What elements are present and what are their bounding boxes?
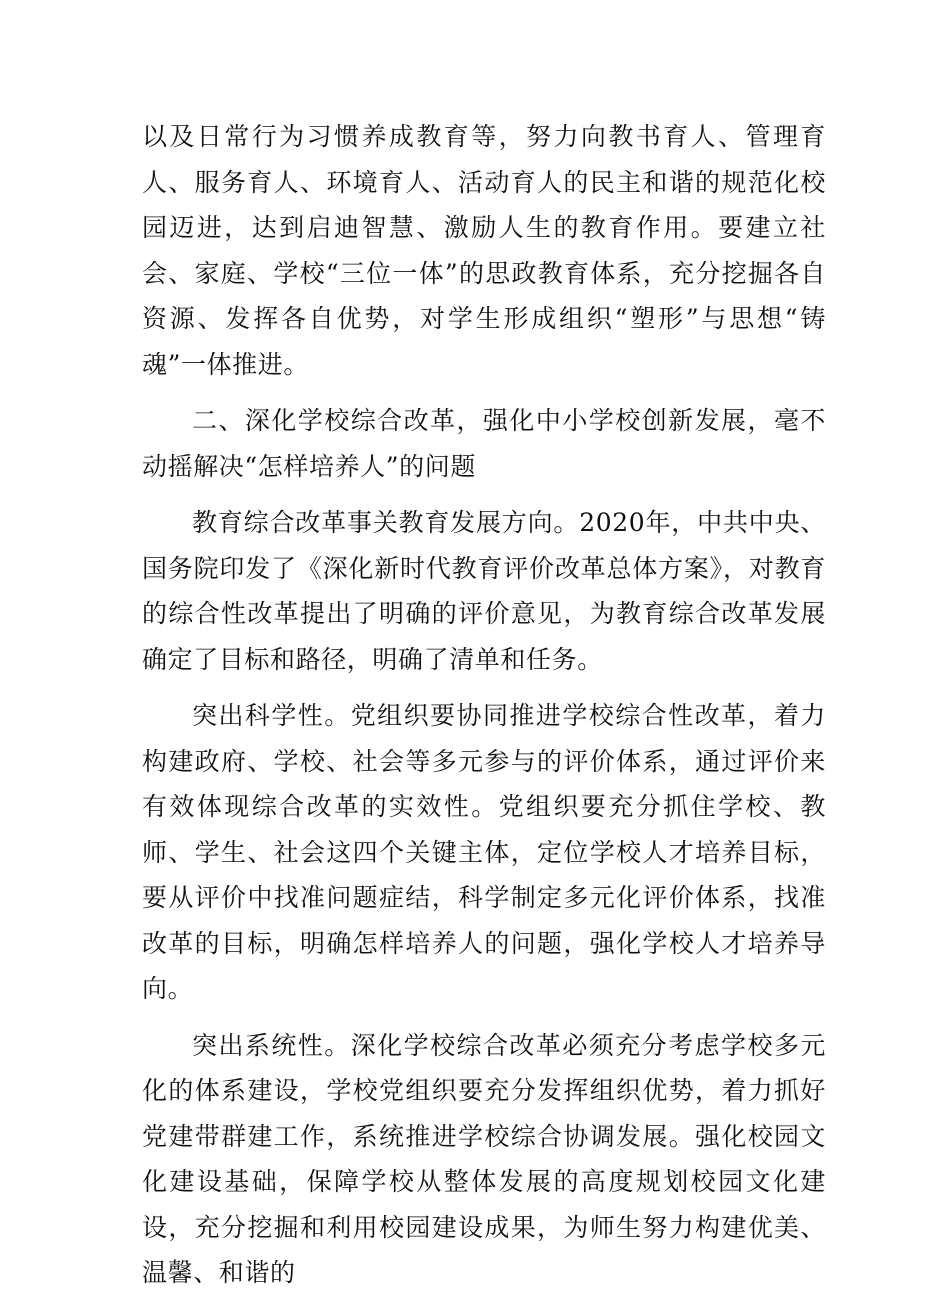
paragraph-systematic: 突出系统性。深化学校综合改革必须充分考虑学校多元化的体系建设，学校党组织要充分发挥组织优势，着力抓好党建带群建工作，系统推进学校综合协调发展。强化校园文化建设基础，保障学校从整体发展的高度规划校园文化建设，充分挖掘和利用校园建设成果，为师生努力构建优美、温馨、和谐的 [142, 1030, 826, 1287]
paragraph-scientific: 突出科学性。党组织要协同推进学校综合性改革，着力构建政府、学校、社会等多元参与的评价体系，通过评价来有效体现综合改革的实效性。党组织要充分抓住学校、教师、学生、社会这四个关键主体，定位学校人才培养目标，要从评价中找准问题症结，科学制定多元化评价体系，找准改革的目标，明确怎样培养人的问题，强化学校人才培养导向。 [142, 701, 826, 1003]
paragraph-education-reform: 教育综合改革事关教育发展方向。2020年，中共中央、国务院印发了《深化新时代教育评价改革总体方案》，对教育的综合性改革提出了明确的评价意见，为教育综合改革发展确定了目标和路径，明确了清单和任务。 [142, 508, 826, 674]
document-page [142, 114, 826, 1307]
section-heading: 二、深化学校综合改革，强化中小学校创新发展，毫不动摇解决“怎样培养人”的问题 [142, 406, 826, 481]
paragraph-continuation: 以及日常行为习惯养成教育等，努力向教书育人、管理育人、服务育人、环境育人、活动育人的民主和谐的规范化校园迈进，达到启迪智慧、激励人生的教育作用。要建立社会、家庭、学校“三位一体”的思政教育体系，充分挖掘各自资源、发挥各自优势，对学生形成组织“塑形”与思想“铸魂”一体推进。 [142, 122, 826, 379]
